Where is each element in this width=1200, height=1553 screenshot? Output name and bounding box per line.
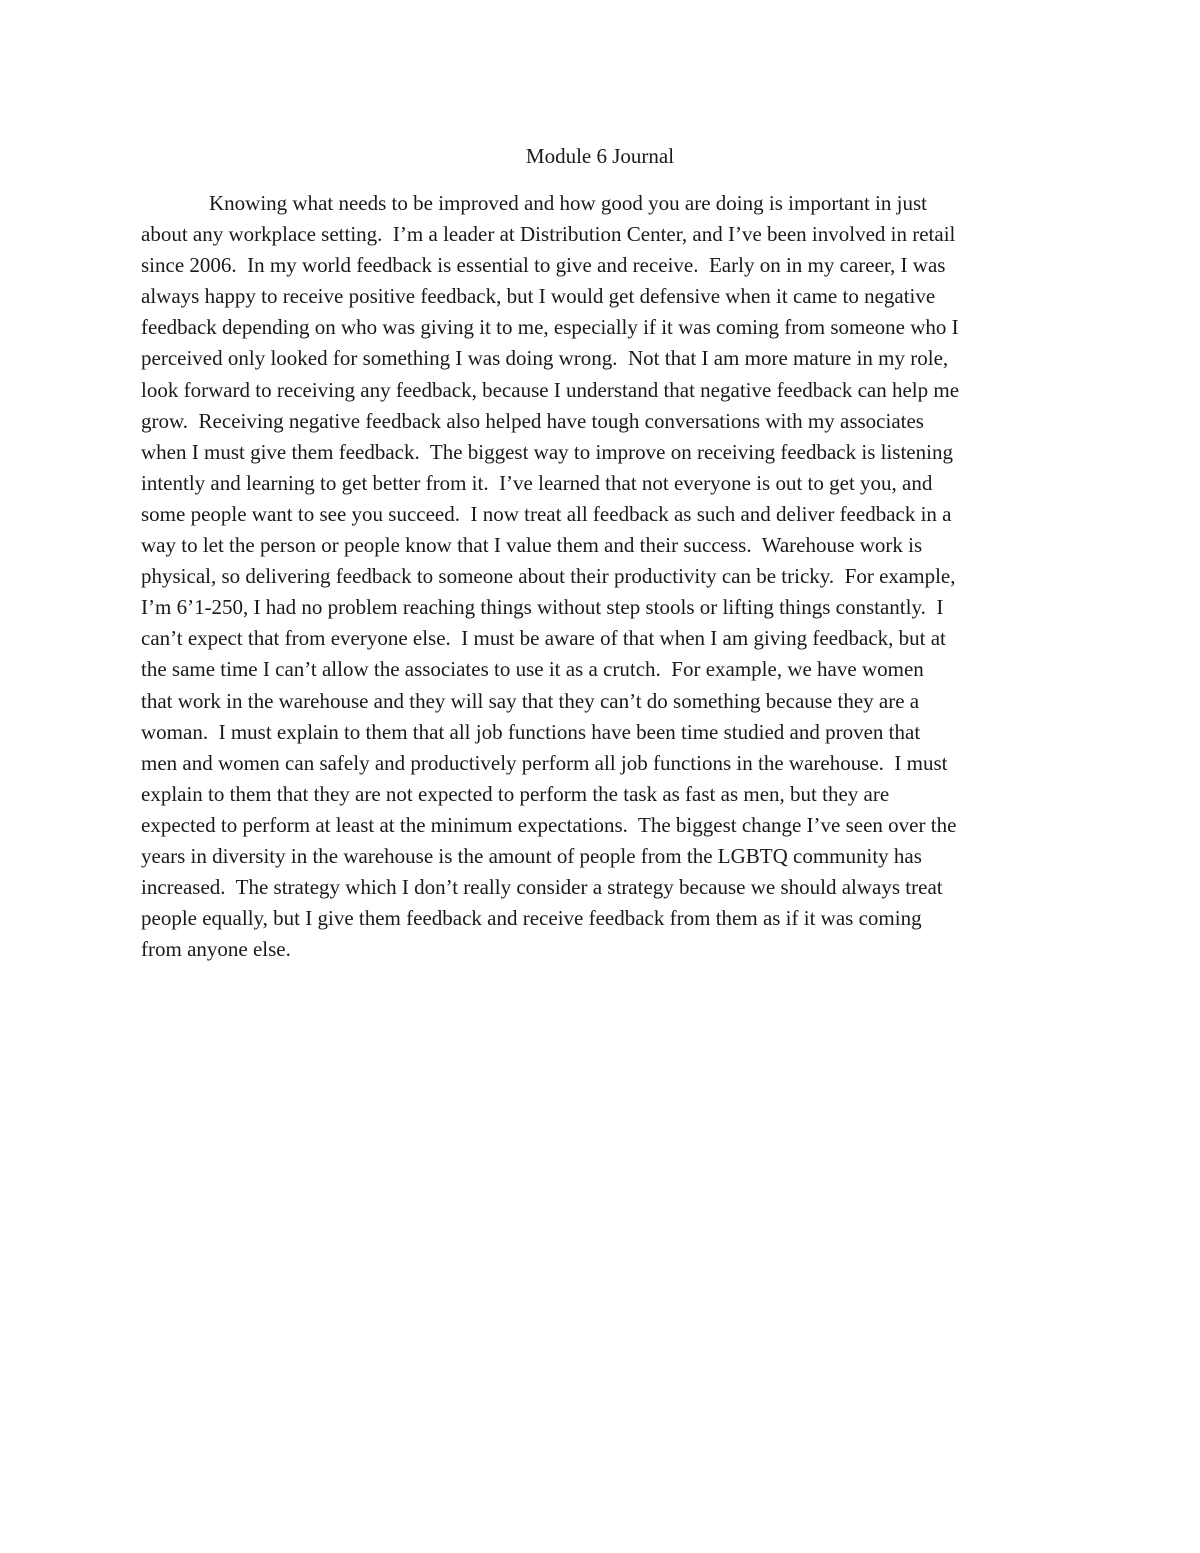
paragraph-line: way to let the person or people know that I value them and their success. Warehouse work is (141, 533, 923, 558)
paragraph-line: about any workplace setting. I’m a leader at Distribution Center, and I’ve been involved in retail (141, 222, 956, 247)
paragraph-line: from anyone else. (141, 937, 291, 962)
paragraph-line: I’m 6’1-250, I had no problem reaching things without step stools or lifting things constantly. I (141, 595, 944, 620)
paragraph-line: intently and learning to get better from it. I’ve learned that not everyone is out to get you, and (141, 470, 933, 495)
paragraph-line: always happy to receive positive feedback, but I would get defensive when it came to negative (141, 284, 936, 309)
paragraph-line: years in diversity in the warehouse is the amount of people from the LGBTQ community has (141, 843, 922, 868)
paragraph-line: physical, so delivering feedback to someone about their productivity can be tricky. For example, (141, 564, 956, 589)
paragraph-line: expected to perform at least at the minimum expectations. The biggest change I’ve seen over the (141, 812, 957, 837)
paragraph-line: some people want to see you succeed. I now treat all feedback as such and deliver feedback in a (141, 501, 952, 526)
paragraph-line: that work in the warehouse and they will say that they can’t do something because they are a (141, 688, 920, 713)
paragraph-line: woman. I must explain to them that all job functions have been time studied and proven that (141, 719, 921, 744)
paragraph-line: people equally, but I give them feedback and receive feedback from them as if it was coming (141, 906, 922, 931)
document-title: Module 6 Journal (525, 144, 675, 168)
paragraph-line: when I must give them feedback. The biggest way to improve on receiving feedback is listening (141, 439, 953, 464)
paragraph-line: explain to them that they are not expected to perform the task as fast as men, but they are (141, 781, 890, 806)
paragraph-line: feedback depending on who was giving it to me, especially if it was coming from someone who I (141, 315, 959, 340)
paragraph-line: look forward to receiving any feedback, because I understand that negative feedback can help me (141, 377, 960, 402)
paragraph-line: men and women can safely and productively perform all job functions in the warehouse. I must (141, 750, 948, 775)
paragraph-line: the same time I can’t allow the associates to use it as a crutch. For example, we have women (141, 657, 924, 682)
paragraph-line: can’t expect that from everyone else. I must be aware of that when I am giving feedback, but at (141, 626, 946, 651)
paragraph-line: Knowing what needs to be improved and how good you are doing is important in just (209, 191, 927, 215)
paragraph-line: since 2006. In my world feedback is essential to give and receive. Early on in my career, I was (141, 253, 946, 278)
journal-paragraph (141, 188, 1101, 965)
paragraph-line: grow. Receiving negative feedback also helped have tough conversations with my associates (141, 408, 924, 433)
paragraph-line: increased. The strategy which I don’t really consider a strategy because we should always treat (141, 875, 943, 900)
paragraph-line: perceived only looked for something I was doing wrong. Not that I am more mature in my role, (141, 346, 949, 371)
